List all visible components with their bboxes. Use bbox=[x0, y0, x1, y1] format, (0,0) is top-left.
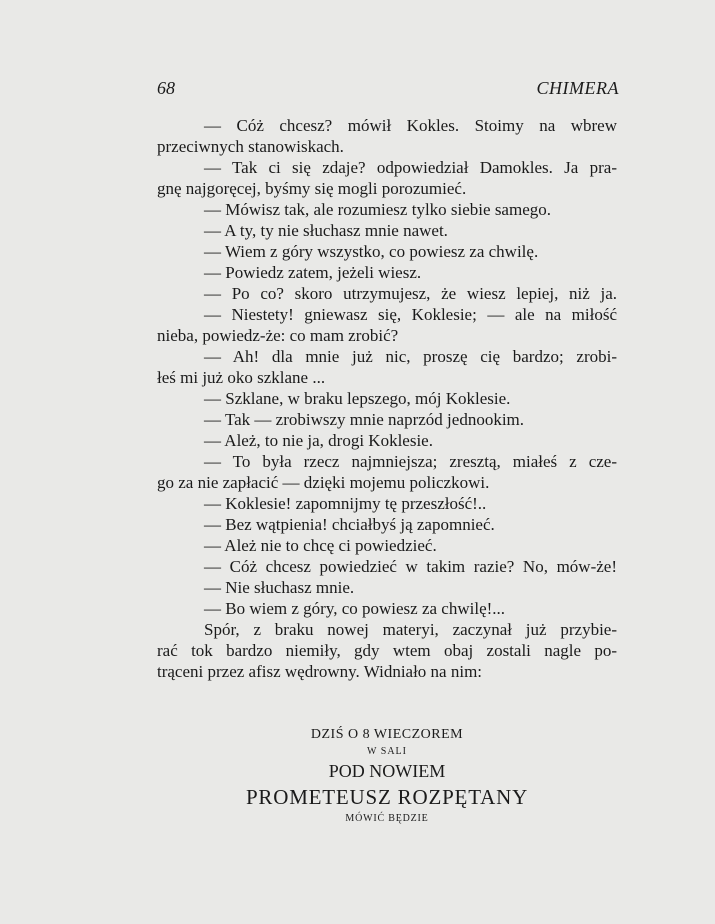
text-line: — Wiem z góry wszystko, co powiesz za chwilę. bbox=[204, 242, 539, 261]
text-line: — Tak — zrobiwszy mnie naprzód jednookim. bbox=[204, 410, 525, 429]
text-line: Spór, z braku nowej materyi, zaczynał już przybie- bbox=[204, 620, 617, 639]
text-line: go za nie zapłacić — dzięki mojemu policzkowi. bbox=[157, 473, 490, 492]
text-line: rać tok bardzo niemiły, gdy wtem obaj zostali nagle po- bbox=[157, 641, 617, 660]
body-text bbox=[157, 115, 617, 682]
text-line: przeciwnych stanowiskach. bbox=[157, 137, 344, 156]
text-line: gnę najgoręcej, byśmy się mogli porozumieć. bbox=[157, 179, 467, 198]
text-line: — To była rzecz najmniejsza; zresztą, miałeś z cze- bbox=[204, 452, 617, 471]
text-line: nieba, powiedz-że: co mam zrobić? bbox=[157, 326, 399, 345]
text-line: — Po co? skoro utrzymujesz, że wiesz lepiej, niż ja. bbox=[204, 284, 617, 303]
page-number: 68 bbox=[157, 78, 175, 98]
text-line: — A ty, ty nie słuchasz mnie nawet. bbox=[204, 221, 448, 240]
text-line: — Niestety! gniewasz się, Koklesie; — ale na miłość bbox=[204, 305, 617, 324]
text-line: — Bez wątpienia! chciałbyś ją zapomnieć. bbox=[204, 515, 495, 534]
text-line: — Ah! dla mnie już nic, proszę cię bardzo; zrobi- bbox=[204, 347, 617, 366]
text-line: — Nie słuchasz mnie. bbox=[204, 578, 355, 597]
poster-line-venue-label: W SALI bbox=[367, 746, 407, 757]
poster-line-title: PROMETEUSZ ROZPĘTANY bbox=[245, 785, 529, 809]
text-line: — Ależ nie to chcę ci powiedzieć. bbox=[204, 536, 437, 555]
text-line: — Cóż chcesz powiedzieć w takim razie? No, mów-że! bbox=[204, 557, 617, 576]
poster-line-venue: POD NOWIEM bbox=[328, 761, 446, 781]
text-line: — Tak ci się zdaje? odpowiedział Damokles. Ja pra- bbox=[204, 158, 617, 177]
text-line: — Cóż chcesz? mówił Kokles. Stoimy na wbrew bbox=[204, 116, 617, 135]
text-line: łeś mi już oko szklane ... bbox=[157, 368, 326, 387]
text-line: — Bo wiem z góry, co powiesz za chwilę!... bbox=[204, 599, 506, 618]
text-line: — Koklesie! zapomnijmy tę przeszłość!.. bbox=[204, 494, 487, 513]
poster-text bbox=[157, 725, 617, 827]
text-line: — Powiedz zatem, jeżeli wiesz. bbox=[204, 263, 422, 282]
poster-line-time: DZIŚ O 8 WIECZOREM bbox=[310, 727, 464, 742]
text-line: — Szklane, w braku lepszego, mój Koklesie. bbox=[204, 389, 511, 408]
poster-line-speaker: MÓWIĆ BĘDZIE bbox=[345, 813, 429, 824]
text-line: — Ależ, to nie ja, drogi Koklesie. bbox=[204, 431, 433, 450]
text-line: — Mówisz tak, ale rozumiesz tylko siebie samego. bbox=[204, 200, 551, 219]
running-title: CHIMERA bbox=[536, 78, 619, 98]
text-line: trąceni przez afisz wędrowny. Widniało na nim: bbox=[157, 662, 483, 681]
